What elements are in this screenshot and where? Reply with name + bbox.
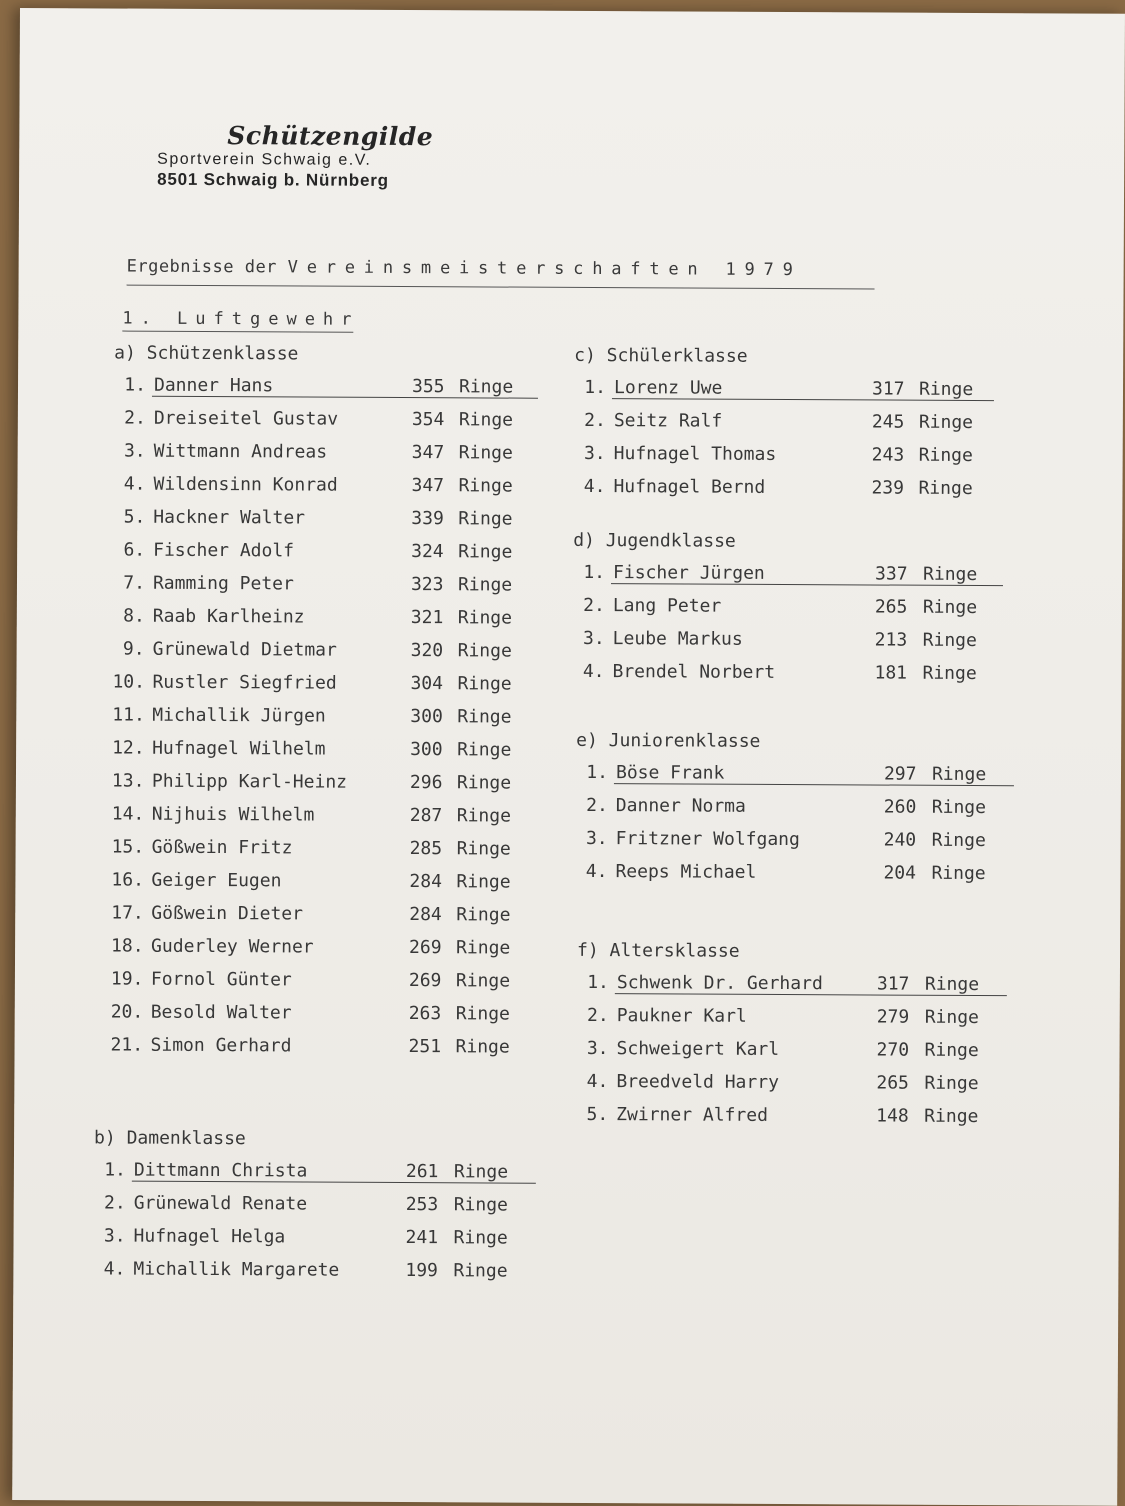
result-rank: 3. [583, 442, 606, 465]
result-row [112, 665, 512, 699]
result-row [111, 896, 511, 930]
score-unit: Ringe [931, 829, 986, 852]
result-row [93, 1252, 508, 1286]
result-rank: 1. [583, 561, 606, 584]
score-unit: Ringe [456, 838, 511, 860]
score-value: 300 [410, 739, 443, 761]
group-label: a) Schützenklasse [114, 342, 299, 365]
result-row [112, 698, 512, 732]
competitor-name: Brendel Norbert [612, 661, 776, 683]
score-value: 296 [409, 772, 443, 794]
result-row [573, 556, 978, 590]
result-rank: 6. [123, 539, 146, 561]
score-value: 320 [410, 640, 444, 662]
score-unit: Ringe [918, 477, 973, 499]
score-unit: Ringe [924, 1039, 979, 1062]
result-row [111, 797, 512, 831]
competitor-name: Dreiseitel Gustav [153, 407, 339, 430]
competitor-name: Danner Norma [615, 795, 746, 817]
club-subtitle: Sportverein Schwaig e.V. [157, 150, 372, 169]
score-value: 263 [408, 1003, 442, 1025]
document-title [127, 257, 802, 281]
result-row [111, 863, 511, 897]
result-rank: 3. [123, 440, 146, 462]
result-rank: 2. [584, 409, 606, 432]
score-unit: Ringe [922, 563, 978, 586]
result-rank: 4. [103, 1258, 126, 1280]
competitor-name: Ramming Peter [152, 572, 294, 595]
score-unit: Ringe [456, 871, 511, 893]
result-rank: 3. [585, 827, 608, 850]
result-rank: 3. [103, 1225, 126, 1247]
score-unit: Ringe [931, 796, 987, 819]
score-value: 323 [410, 574, 444, 596]
score-unit: Ringe [918, 444, 973, 466]
competitor-name: Breedveld Harry [616, 1071, 780, 1093]
competitor-name: Lorenz Uwe [613, 377, 723, 399]
result-rank: 18. [111, 935, 144, 957]
score-value: 251 [408, 1036, 442, 1058]
score-value: 239 [871, 477, 905, 499]
result-row [577, 999, 979, 1033]
result-rank: 7. [123, 572, 146, 594]
score-value: 347 [411, 442, 445, 464]
competitor-name: Michallik Jürgen [152, 704, 326, 727]
club-name: Schützengilde [227, 121, 434, 152]
result-rank: 4. [123, 473, 146, 495]
score-value: 347 [411, 475, 445, 497]
group-damenklasse [93, 1123, 509, 1286]
result-rank: 11. [112, 704, 145, 726]
score-value: 253 [405, 1194, 439, 1216]
competitor-name: Hufnagel Thomas [613, 443, 777, 465]
score-unit: Ringe [924, 973, 980, 996]
score-value: 269 [409, 937, 442, 959]
result-rank: 4. [585, 860, 608, 883]
result-rank: 4. [583, 475, 606, 498]
competitor-name: Fischer Jürgen [612, 562, 765, 584]
result-rank: 17. [111, 902, 144, 924]
competitor-name: Gößwein Fritz [151, 836, 293, 859]
score-unit: Ringe [458, 376, 514, 398]
result-rank: 8. [123, 605, 145, 627]
group-label: e) Juniorenklasse [576, 729, 761, 752]
result-row [574, 437, 973, 471]
score-unit: Ringe [456, 937, 511, 959]
group-juniorenklasse [575, 726, 987, 889]
result-rank: 4. [582, 660, 605, 683]
competitor-name: Grünewald Dietmar [152, 638, 337, 661]
score-value: 199 [405, 1260, 438, 1282]
competitor-name: Guderley Werner [151, 935, 314, 958]
score-unit: Ringe [457, 574, 513, 596]
result-row [94, 1153, 509, 1187]
score-value: 287 [409, 805, 443, 827]
result-row [574, 371, 974, 405]
group-jugendklasse [572, 526, 978, 689]
result-row [572, 655, 977, 689]
group-label: f) Altersklasse [577, 939, 740, 962]
score-unit: Ringe [456, 805, 512, 827]
result-rank: 2. [586, 1004, 609, 1027]
result-rank: 15. [111, 836, 145, 858]
score-unit: Ringe [918, 378, 974, 400]
result-row [114, 434, 513, 468]
score-unit: Ringe [922, 629, 977, 652]
results-sheet [12, 8, 1125, 1506]
score-value: 241 [405, 1227, 439, 1249]
competitor-name: Simon Gerhard [150, 1034, 292, 1057]
result-rank: 2. [586, 794, 608, 817]
competitor-name: Philipp Karl-Heinz [151, 770, 348, 793]
result-row [576, 1098, 979, 1132]
group-label: b) Damenklasse [94, 1127, 246, 1150]
result-row [110, 1028, 510, 1062]
score-value: 317 [876, 973, 910, 995]
result-row [576, 1032, 979, 1066]
result-row [112, 731, 512, 765]
score-unit: Ringe [458, 475, 513, 497]
score-unit: Ringe [458, 541, 513, 563]
score-unit: Ringe [931, 763, 987, 786]
score-value: 354 [411, 409, 445, 431]
score-value: 337 [874, 563, 908, 585]
result-row [111, 929, 511, 963]
score-unit: Ringe [458, 508, 513, 530]
score-unit: Ringe [924, 1105, 979, 1128]
result-row [113, 533, 513, 567]
score-value: 181 [874, 662, 908, 684]
result-rank: 1. [587, 971, 609, 994]
result-row [114, 368, 514, 402]
score-value: 265 [876, 1072, 909, 1094]
result-rank: 2. [583, 594, 605, 617]
competitor-name: Böse Frank [615, 762, 725, 784]
result-row [111, 830, 511, 864]
competitor-name: Seitz Ralf [613, 410, 723, 432]
result-row [576, 1065, 979, 1099]
score-value: 321 [410, 607, 444, 629]
score-unit: Ringe [924, 1072, 979, 1095]
score-unit: Ringe [931, 862, 986, 885]
result-row [110, 995, 510, 1029]
group-label: c) Schülerklasse [574, 344, 748, 367]
competitor-name: Zwirner Alfred [616, 1104, 768, 1126]
score-unit: Ringe [458, 442, 513, 464]
score-unit: Ringe [918, 411, 974, 433]
score-unit: Ringe [458, 409, 514, 431]
competitor-name: Hufnagel Wilhelm [152, 737, 326, 760]
competitor-name: Gößwein Dieter [151, 902, 304, 925]
score-value: 204 [883, 862, 917, 884]
score-value: 245 [871, 411, 905, 433]
score-unit: Ringe [455, 1003, 510, 1025]
competitor-name: Geiger Eugen [151, 869, 282, 892]
score-value: 284 [409, 871, 443, 893]
competitor-name: Fischer Adolf [153, 539, 295, 562]
score-unit: Ringe [457, 739, 512, 761]
competitor-name: Hufnagel Helga [133, 1225, 286, 1248]
result-rank: 20. [110, 1001, 144, 1023]
title-underline [127, 285, 875, 290]
score-unit: Ringe [453, 1260, 508, 1282]
result-rank: 1. [124, 374, 147, 396]
score-unit: Ringe [453, 1161, 509, 1183]
score-value: 243 [871, 444, 905, 466]
score-unit: Ringe [455, 1036, 510, 1058]
competitor-name: Besold Walter [150, 1001, 292, 1024]
competitor-name: Lang Peter [612, 595, 722, 617]
score-unit: Ringe [457, 706, 512, 728]
result-row [113, 599, 513, 633]
result-rank: 1. [104, 1159, 126, 1181]
result-row [576, 822, 986, 856]
score-unit: Ringe [457, 640, 512, 662]
score-unit: Ringe [453, 1227, 508, 1249]
score-value: 148 [876, 1105, 909, 1127]
competitor-name: Schwenk Dr. Gerhard [616, 972, 823, 995]
competitor-name: Grünewald Renate [133, 1192, 308, 1215]
result-rank: 3. [582, 627, 605, 650]
score-value: 317 [871, 378, 905, 400]
competitor-name: Michallik Margarete [133, 1258, 340, 1281]
score-unit: Ringe [455, 970, 511, 992]
result-row [93, 1219, 508, 1253]
score-value: 260 [883, 796, 917, 818]
result-row [577, 966, 980, 1000]
section-heading: 1. Luftgewehr [122, 308, 360, 330]
result-row [573, 470, 973, 504]
group-schuetzenklasse [110, 338, 514, 1062]
competitor-name: Hufnagel Bernd [613, 476, 766, 498]
score-value: 285 [409, 838, 443, 860]
result-rank: 14. [111, 803, 145, 825]
title-prefix: Ergebnisse der [126, 256, 277, 278]
competitor-name: Paukner Karl [616, 1005, 747, 1027]
competitor-name: Reeps Michael [615, 861, 757, 883]
group-schuelerklasse [573, 341, 974, 504]
competitor-name: Leube Markus [612, 628, 743, 650]
score-value: 279 [876, 1006, 910, 1028]
competitor-name: Dittmann Christa [133, 1159, 308, 1182]
result-rank: 16. [111, 869, 145, 891]
score-value: 261 [405, 1161, 439, 1183]
score-value: 270 [876, 1039, 910, 1061]
result-rank: 2. [104, 1192, 126, 1214]
score-value: 269 [408, 970, 442, 992]
result-row [94, 1186, 508, 1220]
result-row [574, 404, 974, 438]
score-value: 324 [411, 541, 444, 563]
result-rank: 21. [110, 1034, 144, 1056]
competitor-name: Wildensinn Konrad [153, 473, 338, 496]
competitor-name: Rustler Siegfried [152, 671, 337, 694]
result-rank: 5. [586, 1103, 609, 1126]
score-value: 240 [883, 829, 917, 851]
group-label: d) Jugendklasse [573, 529, 736, 552]
score-unit: Ringe [922, 596, 978, 619]
competitor-name: Schweigert Karl [616, 1038, 780, 1060]
score-value: 300 [410, 706, 443, 728]
result-row [110, 962, 511, 996]
score-unit: Ringe [457, 673, 512, 695]
score-value: 213 [874, 629, 908, 651]
score-unit: Ringe [456, 772, 512, 794]
score-value: 355 [411, 376, 445, 398]
result-row [573, 622, 977, 656]
score-value: 297 [883, 763, 917, 785]
result-row [113, 632, 512, 666]
result-rank: 13. [111, 770, 145, 792]
score-unit: Ringe [457, 607, 513, 629]
result-rank: 1. [584, 376, 607, 399]
letterhead [157, 121, 433, 191]
result-rank: 2. [124, 407, 146, 429]
score-unit: Ringe [924, 1006, 979, 1029]
result-rank: 3. [586, 1037, 609, 1060]
score-unit: Ringe [453, 1194, 508, 1216]
score-unit: Ringe [922, 662, 977, 685]
competitor-name: Nijhuis Wilhelm [151, 803, 315, 826]
result-row [113, 500, 513, 534]
result-rank: 4. [586, 1070, 609, 1093]
competitor-name: Hackner Walter [153, 506, 306, 529]
result-row [576, 756, 987, 790]
result-rank: 9. [122, 638, 145, 660]
competitor-name: Wittmann Andreas [153, 440, 328, 463]
score-unit: Ringe [456, 904, 511, 926]
competitor-name: Fritzner Wolfgang [615, 828, 800, 851]
group-altersklasse [576, 936, 980, 1132]
title-spaced: Vereinsmeisterschaften 1979 [287, 257, 802, 281]
result-row [114, 401, 514, 435]
competitor-name: Danner Hans [153, 374, 274, 397]
result-row [573, 589, 978, 623]
result-rank: 19. [110, 968, 144, 990]
result-row [575, 855, 986, 889]
result-rank: 1. [586, 761, 609, 784]
result-rank: 5. [123, 506, 146, 528]
result-row [113, 566, 513, 600]
score-value: 304 [410, 673, 444, 695]
score-value: 284 [409, 904, 442, 926]
competitor-name: Raab Karlheinz [152, 605, 305, 628]
score-value: 339 [411, 508, 444, 530]
score-value: 265 [874, 596, 908, 618]
result-rank: 10. [112, 671, 146, 693]
result-row [576, 789, 987, 823]
result-row [111, 764, 512, 798]
result-rank: 12. [112, 737, 145, 759]
result-row [113, 467, 513, 501]
competitor-name: Fornol Günter [150, 968, 292, 991]
club-address: 8501 Schwaig b. Nürnberg [157, 169, 389, 190]
